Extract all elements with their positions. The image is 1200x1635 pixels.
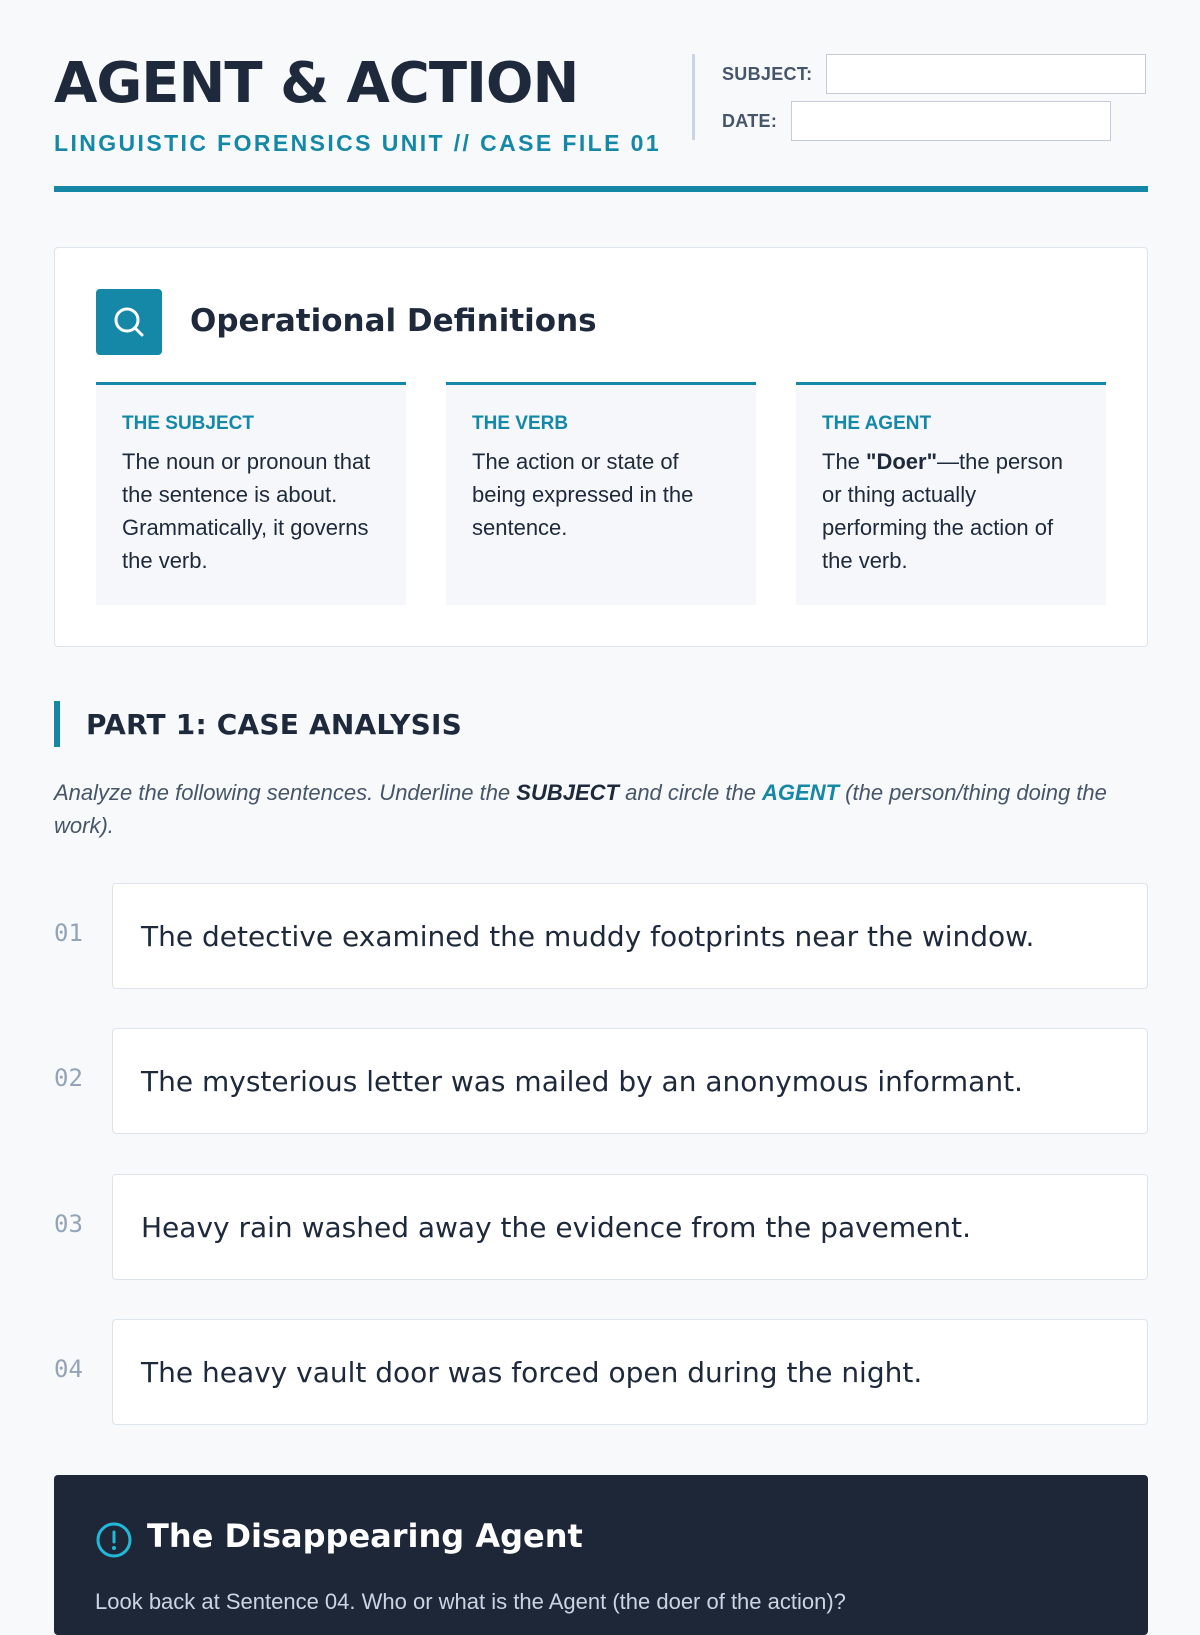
case-item	[54, 883, 1148, 989]
definition-agent	[796, 382, 1106, 605]
case-sentence: The heavy vault door was forced open during the night.	[141, 1355, 923, 1389]
page-subtitle: LINGUISTIC FORENSICS UNIT // CASE FILE 01	[54, 130, 662, 156]
case-sentence: The mysterious letter was mailed by an anonymous informant.	[141, 1064, 1023, 1098]
header-divider	[692, 54, 695, 140]
subject-field-row	[722, 54, 1146, 94]
definitions-title: Operational Definitions	[190, 303, 597, 339]
case-sentence: The detective examined the muddy footprints near the window.	[141, 919, 1035, 953]
definitions-card	[54, 247, 1148, 647]
date-input[interactable]	[791, 101, 1111, 141]
definition-text-doer: "Doer"	[866, 449, 938, 474]
definition-text: The action or state of being expressed in the sentence.	[472, 449, 694, 540]
part1-title: PART 1: CASE ANALYSIS	[86, 707, 462, 741]
definition-heading: THE AGENT	[822, 413, 932, 434]
worksheet-header	[54, 52, 1148, 194]
instructions-mid: and circle the	[618, 780, 763, 805]
definition-text	[822, 445, 1080, 577]
instructions-post: (the person/thing doing the work).	[54, 780, 1107, 838]
case-item	[54, 1319, 1148, 1425]
case-number: 04	[54, 1355, 83, 1383]
header-rule	[54, 186, 1148, 192]
case-sentence-box[interactable]	[112, 883, 1148, 989]
instructions-subject-keyword: SUBJECT	[516, 780, 619, 805]
callout-title: The Disappearing Agent	[147, 1517, 583, 1555]
case-sentence-box[interactable]	[112, 1028, 1148, 1134]
case-number: 03	[54, 1210, 83, 1238]
definition-text-pre: The	[822, 449, 867, 474]
disappearing-agent-callout	[54, 1475, 1148, 1635]
search-icon	[96, 289, 162, 355]
subject-input[interactable]	[826, 54, 1146, 94]
case-number: 01	[54, 919, 83, 947]
alert-circle-icon	[95, 1521, 133, 1564]
callout-text: Look back at Sentence 04. Who or what is the Agent (the doer of the action)?	[95, 1589, 846, 1614]
case-sentence-box[interactable]	[112, 1174, 1148, 1280]
case-item	[54, 1174, 1148, 1280]
page-title: AGENT & ACTION	[54, 51, 579, 116]
instructions-agent-keyword: AGENT	[762, 780, 840, 805]
definition-text: The noun or pronoun that the sentence is about. Grammatically, it governs the verb.	[122, 449, 371, 573]
date-label: DATE:	[722, 110, 778, 131]
definition-heading: THE VERB	[472, 413, 569, 434]
definition-verb	[446, 382, 756, 605]
case-sentence: Heavy rain washed away the evidence from the pavement.	[141, 1210, 972, 1244]
subject-label: SUBJECT:	[722, 63, 813, 84]
date-field-row	[722, 101, 1111, 141]
definition-text-post: —the person or thing actually performing the action of the verb.	[822, 449, 1063, 573]
case-number: 02	[54, 1064, 83, 1092]
definition-heading: THE SUBJECT	[122, 413, 254, 434]
case-sentence-box[interactable]	[112, 1319, 1148, 1425]
part1-instructions	[54, 776, 1148, 842]
definition-subject	[96, 382, 406, 605]
part1-heading	[54, 701, 462, 747]
case-item	[54, 1028, 1148, 1134]
instructions-pre: Analyze the following sentences. Underline the	[54, 780, 517, 805]
